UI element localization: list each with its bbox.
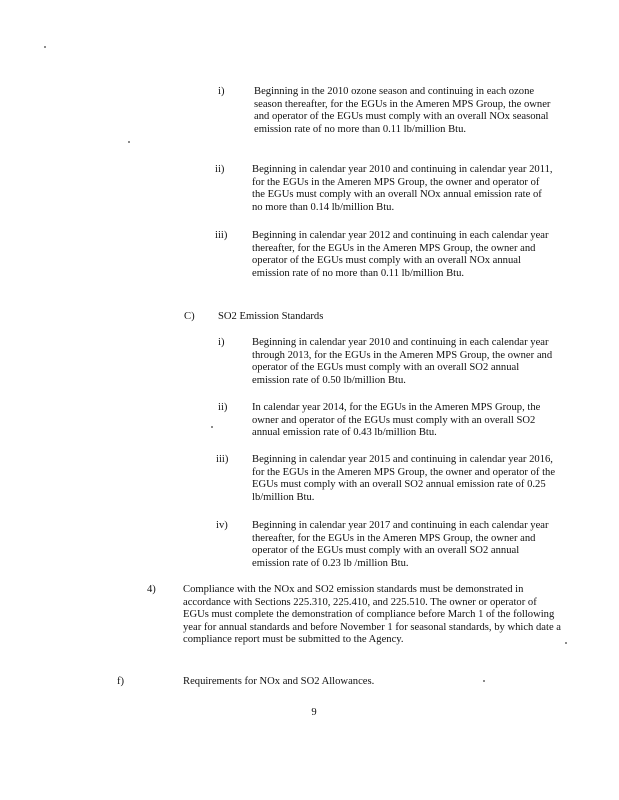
- scan-speck: [211, 426, 213, 428]
- scan-speck: [44, 46, 46, 48]
- section-c-title: SO2 Emission Standards: [218, 311, 324, 322]
- scan-speck: [565, 642, 567, 644]
- scan-speck: [128, 141, 130, 143]
- paragraph-4-number: 4): [147, 584, 156, 595]
- nox-annual-standard-2010: Beginning in calendar year 2010 and continuing in calendar year 2011, for the EGUs in the Ameren MPS Group, the owner and operator of the EGUs must comply with an overall NOx annual emission rate of no more than 0.14 lb/million Btu.: [252, 164, 553, 213]
- nox-seasonal-standard: Beginning in the 2010 ozone season and continuing in each ozone season thereafter, for the EGUs in the Ameren MPS Group, the owner and operator of the EGUs must comply with an overall NOx seasonal emission rate of no more than 0.11 lb/million Btu.: [254, 86, 551, 135]
- item-number: iii): [215, 230, 228, 241]
- so2-standard-2014: In calendar year 2014, for the EGUs in the Ameren MPS Group, the owner and operator of the EGUs must comply with an overall SO2 annual emission rate of 0.43 lb/million Btu.: [252, 402, 541, 439]
- section-c-number: C): [184, 311, 195, 322]
- item-number: i): [218, 337, 225, 348]
- scan-speck: [483, 680, 485, 682]
- page-number: 9: [311, 707, 317, 718]
- nox-annual-standard-2012: Beginning in calendar year 2012 and continuing in each calendar year thereafter, for the EGUs in the Ameren MPS Group, the owner and operator of the EGUs must comply with an overall NOx annual emission rate of no more than 0.11 lb/million Btu.: [252, 230, 549, 279]
- item-number: i): [218, 86, 225, 97]
- item-number: ii): [215, 164, 225, 175]
- item-number: iii): [216, 454, 229, 465]
- so2-standard-2015: Beginning in calendar year 2015 and continuing in calendar year 2016, for the EGUs in the Ameren MPS Group, the owner and operator of the EGUs must comply with an overall SO2 annual emission rate of 0.25 lb/million Btu.: [252, 454, 556, 503]
- so2-standard-2010: Beginning in calendar year 2010 and continuing in each calendar year through 2013, for the EGUs in the Ameren MPS Group, the owner and operator of the EGUs must comply with an overall SO2 annual emission rate of 0.50 lb/million Btu.: [252, 337, 553, 386]
- paragraph-f-number: f): [117, 676, 125, 687]
- compliance-paragraph: Compliance with the NOx and SO2 emission standards must be demonstrated in accordance with Sections 225.310, 225.410, and 225.510. The owner or operator of EGUs must complete the demonstration of compliance before March 1 of the following year for annual standards and before November 1 for seasonal standards, by which date a compliance report must be submitted to the Agency.: [183, 584, 561, 646]
- so2-standard-2017: Beginning in calendar year 2017 and continuing in each calendar year thereafter, for the EGUs in the Ameren MPS Group, the owner and operator of the EGUs must comply with an overall SO2 annual emission rate of 0.23 lb /million Btu.: [252, 520, 549, 569]
- allowances-heading: Requirements for NOx and SO2 Allowances.: [183, 676, 375, 687]
- item-number: iv): [216, 520, 228, 531]
- item-number: ii): [218, 402, 228, 413]
